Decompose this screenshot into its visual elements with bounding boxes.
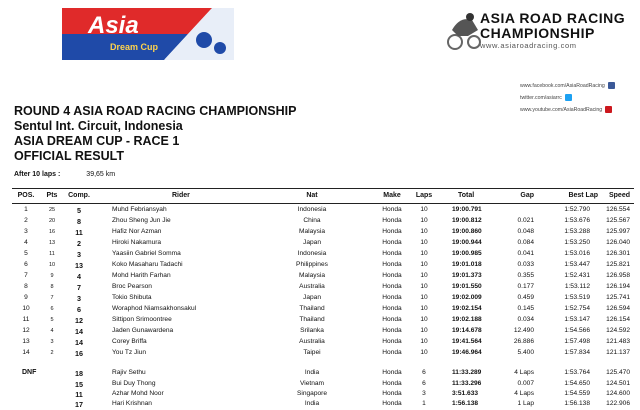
social-facebook <box>520 82 615 89</box>
cell-total: 19:00.860 <box>452 228 482 235</box>
cell-nat: Malaysia <box>298 272 326 279</box>
cell-pos: 14 <box>22 349 30 356</box>
table-row <box>12 216 634 226</box>
arrc-title-line2: CHAMPIONSHIP <box>480 25 595 41</box>
cell-rider: Sittipon Srimoontree <box>112 316 172 323</box>
cell-pos: 2 <box>24 217 28 224</box>
cell-laps: 10 <box>420 327 428 334</box>
cell-make: Honda <box>382 217 402 224</box>
cell-total: 19:00.944 <box>452 239 482 246</box>
table-row <box>12 249 634 259</box>
cell-nat: Philippines <box>296 261 328 268</box>
cell-comp: 6 <box>77 305 81 314</box>
cell-best-lap: 1:57.498 <box>564 338 590 345</box>
cell-nat: India <box>304 400 320 407</box>
col-best-lap: Best Lap <box>568 192 598 199</box>
social-youtube <box>520 106 612 113</box>
cell-rider: Azhar Mohd Noor <box>112 390 164 397</box>
arrc-title-line1: ASIA ROAD RACING <box>480 10 626 26</box>
cell-make: Honda <box>382 272 402 279</box>
cell-total: 19:14.678 <box>452 327 482 334</box>
cell-total: 19:46.964 <box>452 349 482 356</box>
cell-pos: 4 <box>24 239 28 246</box>
col-make: Make <box>383 192 401 199</box>
cell-gap: 0.034 <box>517 316 534 323</box>
cell-comp: 14 <box>75 327 83 336</box>
cell-total: 19:00.985 <box>452 250 482 257</box>
cell-laps: 10 <box>420 294 428 301</box>
circuit-title: Sentul Int. Circuit, Indonesia <box>14 119 183 133</box>
dnf-row <box>12 368 634 378</box>
cell-rider: Hari Krishnan <box>112 400 152 407</box>
cell-gap: 5.400 <box>517 349 534 356</box>
cell-best-lap: 1:53.764 <box>564 369 590 376</box>
cell-nat: India <box>304 369 320 376</box>
cell-comp: 5 <box>77 206 81 215</box>
cell-speed: 126.958 <box>606 272 630 279</box>
twitter-link-text: twitter.com/asiarrc <box>520 94 562 101</box>
cell-gap: 1 Lap <box>517 400 534 407</box>
cell-pts: 5 <box>50 317 54 323</box>
cell-gap: 0.084 <box>517 239 534 246</box>
cell-best-lap: 1:56.138 <box>564 400 590 407</box>
cell-speed: 121.483 <box>606 338 630 345</box>
col-rider: Rider <box>172 192 190 199</box>
cell-gap: 0.048 <box>517 228 534 235</box>
cell-nat: Thailand <box>299 305 325 312</box>
asia-dream-cup-logo <box>62 8 234 60</box>
col-comp: Comp. <box>68 192 90 199</box>
cell-total: 19:02.154 <box>452 305 482 312</box>
cell-comp: 18 <box>75 369 83 378</box>
arrc-title <box>480 11 625 41</box>
cell-speed: 126.040 <box>606 239 630 246</box>
cell-pos: 13 <box>22 338 30 345</box>
laps-label: After 10 laps : <box>14 171 61 178</box>
cell-pos: 11 <box>22 316 30 323</box>
official-result-title: OFFICIAL RESULT <box>14 149 124 163</box>
cell-laps: 1 <box>422 400 426 407</box>
cell-speed: 125.567 <box>606 217 630 224</box>
cell-laps: 10 <box>420 316 428 323</box>
cell-make: Honda <box>382 327 402 334</box>
cell-total: 19:02.188 <box>452 316 482 323</box>
cell-speed: 125.741 <box>606 294 630 301</box>
cell-make: Honda <box>382 239 402 246</box>
table-row <box>12 227 634 237</box>
cell-gap: 0.041 <box>517 250 534 257</box>
cell-speed: 125.470 <box>606 369 630 376</box>
cell-pos: 9 <box>24 294 28 301</box>
social-twitter <box>520 94 572 101</box>
cell-nat: Vietnam <box>299 380 325 387</box>
cell-total: 1:56.138 <box>452 400 479 407</box>
cell-best-lap: 1:57.834 <box>564 349 590 356</box>
cell-pos: 8 <box>24 283 28 290</box>
distance-value: 39,65 km <box>86 171 116 178</box>
cell-rider: Koko Masaharu Tadachi <box>112 261 183 268</box>
cell-pos: 5 <box>24 250 28 257</box>
cell-total: 19:41.564 <box>452 338 482 345</box>
cell-pts: 8 <box>50 284 54 290</box>
cell-best-lap: 1:53.112 <box>564 283 590 290</box>
cell-pos: 10 <box>22 305 30 312</box>
cell-comp: 2 <box>77 239 81 248</box>
facebook-icon <box>608 82 615 89</box>
cell-pts: 13 <box>48 240 56 246</box>
cell-pts: 11 <box>49 251 55 257</box>
motorcycle-rider-icon <box>446 10 482 50</box>
cell-gap: 0.007 <box>517 380 534 387</box>
cell-gap: 4 Laps <box>514 390 534 397</box>
cell-make: Honda <box>382 380 402 387</box>
cell-rider: Zhou Sheng Jun Jie <box>112 217 171 224</box>
table-row <box>12 238 634 248</box>
cell-make: Honda <box>382 349 402 356</box>
cell-speed: 126.194 <box>606 283 630 290</box>
cell-laps: 10 <box>420 272 428 279</box>
cell-make: Honda <box>382 400 402 407</box>
cell-comp: 17 <box>75 400 83 409</box>
cell-gap: 4 Laps <box>514 369 534 376</box>
cell-nat: Indonesia <box>297 250 327 257</box>
cell-gap: 0.145 <box>517 305 534 312</box>
table-row <box>12 326 634 336</box>
cell-nat: China <box>303 217 321 224</box>
table-row <box>12 348 634 358</box>
cell-best-lap: 1:52.431 <box>564 272 590 279</box>
cell-best-lap: 1:53.519 <box>564 294 590 301</box>
cell-make: Honda <box>382 369 402 376</box>
cell-gap: 0.177 <box>517 283 534 290</box>
cell-make: Honda <box>382 294 402 301</box>
cell-laps: 10 <box>420 228 428 235</box>
cell-laps: 6 <box>422 369 426 376</box>
logo-brand: Asia <box>88 12 139 39</box>
cell-pts: 9 <box>50 273 54 279</box>
cell-pos: 1 <box>24 206 28 213</box>
cell-total: 11:33.289 <box>452 369 482 376</box>
col-total: Total <box>458 192 475 199</box>
table-row <box>12 304 634 314</box>
cell-total: 3:51.633 <box>452 390 479 397</box>
cell-speed: 121.137 <box>606 349 630 356</box>
cell-nat: Australia <box>299 283 325 290</box>
cell-rider: Hafiz Nor Azman <box>112 228 162 235</box>
cell-pos: 6 <box>24 261 28 268</box>
cell-make: Honda <box>382 390 402 397</box>
cell-best-lap: 1:53.147 <box>564 316 590 323</box>
cell-comp: 11 <box>75 228 83 237</box>
cell-rider: Muhd Febriansyah <box>112 206 167 213</box>
cell-rider: Woraphod Niamsakhonsakul <box>112 305 197 312</box>
cell-gap: 0.033 <box>517 261 534 268</box>
cell-pts: 6 <box>50 306 54 312</box>
cell-best-lap: 1:53.447 <box>564 261 590 268</box>
cell-gap: 0.459 <box>517 294 534 301</box>
cell-best-lap: 1:54.559 <box>564 390 590 397</box>
logo-sub: Dream Cup <box>110 42 159 52</box>
cell-total: 19:00.791 <box>452 206 482 213</box>
cell-make: Honda <box>382 250 402 257</box>
cell-gap: 26.886 <box>513 338 534 345</box>
cell-best-lap: 1:54.566 <box>564 327 590 334</box>
cell-pts: 3 <box>50 339 54 345</box>
cell-speed: 124.600 <box>606 390 630 397</box>
table-row <box>12 205 634 215</box>
cell-speed: 125.997 <box>606 228 630 235</box>
race-distance <box>14 171 115 178</box>
cell-laps: 10 <box>420 206 428 213</box>
col-nat: Nat <box>306 192 318 199</box>
dnf-row <box>12 379 634 389</box>
cell-total: 19:01.550 <box>452 283 482 290</box>
table-row <box>12 293 634 303</box>
cell-make: Honda <box>382 206 402 213</box>
cell-comp: 14 <box>75 338 83 347</box>
cell-speed: 126.301 <box>606 250 630 257</box>
facebook-link-text: www.facebook.com/AsiaRoadRacing <box>520 82 605 89</box>
cell-rider: You Tz Jiun <box>112 349 147 356</box>
results-header <box>12 188 634 204</box>
cell-pts: 25 <box>48 207 56 213</box>
cell-total: 11:33.296 <box>452 380 482 387</box>
col-laps: Laps <box>415 192 433 199</box>
cell-comp: 3 <box>77 294 81 303</box>
cell-total: 19:01.373 <box>452 272 482 279</box>
cell-nat: Thailand <box>299 316 325 323</box>
cell-make: Honda <box>382 261 402 268</box>
cell-gap: 0.355 <box>517 272 534 279</box>
round-title: ROUND 4 ASIA ROAD RACING CHAMPIONSHIP <box>14 104 297 118</box>
race-title: ASIA DREAM CUP - RACE 1 <box>14 134 180 148</box>
cell-best-lap: 1:52.790 <box>564 206 590 213</box>
col-pos: POS. <box>17 192 35 199</box>
cell-laps: 3 <box>422 390 426 397</box>
cell-nat: Indonesia <box>297 206 327 213</box>
cell-rider: Mohd Harith Farhan <box>112 272 171 279</box>
cell-pts: 16 <box>48 229 56 235</box>
cell-nat: Malaysia <box>298 228 326 235</box>
cell-comp: 11 <box>75 390 83 399</box>
cell-comp: 16 <box>75 349 83 358</box>
cell-nat: Australia <box>299 338 325 345</box>
cell-comp: 12 <box>75 316 83 325</box>
cell-speed: 126.154 <box>606 316 630 323</box>
cell-gap: 12.490 <box>513 327 534 334</box>
cell-rider: Bui Duy Thong <box>112 380 156 387</box>
cell-nat: Japan <box>303 239 321 246</box>
cell-pts: 4 <box>50 328 54 334</box>
cell-comp: 8 <box>77 217 81 226</box>
cell-rider: Tokio Shibuta <box>112 294 152 301</box>
dnf-row <box>12 399 634 409</box>
dnf-row <box>12 389 634 399</box>
cell-nat: Singapore <box>296 390 328 397</box>
cell-comp: 13 <box>75 261 83 270</box>
cell-speed: 122.906 <box>606 400 630 407</box>
cell-pts: 10 <box>48 262 56 268</box>
cell-nat: Taipei <box>303 349 321 356</box>
cell-best-lap: 1:53.288 <box>564 228 590 235</box>
cell-rider: Hiroki Nakamura <box>112 239 162 246</box>
cell-total: 19:02.009 <box>452 294 482 301</box>
table-row <box>12 337 634 347</box>
table-row <box>12 271 634 281</box>
table-row <box>12 282 634 292</box>
cell-best-lap: 1:53.016 <box>564 250 590 257</box>
cell-pos: 12 <box>22 327 30 334</box>
cell-best-lap: 1:54.650 <box>564 380 590 387</box>
table-row <box>12 315 634 325</box>
cell-make: Honda <box>382 283 402 290</box>
col-gap: Gap <box>520 192 534 199</box>
cell-laps: 6 <box>422 380 426 387</box>
cell-laps: 10 <box>420 261 428 268</box>
cell-rider: Jaden Gunawardena <box>112 327 174 334</box>
cell-speed: 126.594 <box>606 305 630 312</box>
cell-speed: 126.554 <box>606 206 630 213</box>
cell-total: 19:00.812 <box>452 217 482 224</box>
cell-pos: 3 <box>24 228 28 235</box>
cell-speed: 124.592 <box>606 327 630 334</box>
cell-make: Honda <box>382 305 402 312</box>
cell-make: Honda <box>382 338 402 345</box>
cell-rider: Rajiv Sethu <box>112 369 146 376</box>
cell-pts: 20 <box>48 218 56 224</box>
cell-make: Honda <box>382 316 402 323</box>
cell-best-lap: 1:52.754 <box>564 305 590 312</box>
cell-best-lap: 1:53.250 <box>564 239 590 246</box>
cell-pts: 7 <box>50 295 54 301</box>
cell-comp: 15 <box>75 380 83 389</box>
cell-comp: 3 <box>77 250 81 259</box>
dnf-label: DNF <box>22 369 37 376</box>
table-row <box>12 260 634 270</box>
arrc-url: www.asiaroadracing.com <box>480 41 577 50</box>
cell-laps: 10 <box>420 349 428 356</box>
cell-laps: 10 <box>420 217 428 224</box>
cell-best-lap: 1:53.676 <box>564 217 590 224</box>
cell-laps: 10 <box>420 305 428 312</box>
cell-pts: 2 <box>50 350 54 356</box>
cell-rider: Broc Pearson <box>112 283 152 290</box>
cell-pos: 7 <box>24 272 28 279</box>
cell-make: Honda <box>382 228 402 235</box>
cell-gap: 0.021 <box>517 217 534 224</box>
cell-laps: 10 <box>420 250 428 257</box>
cell-rider: Yaasiin Gabriel Somma <box>112 250 181 257</box>
cell-nat: Japan <box>303 294 321 301</box>
cell-nat: Srilanka <box>300 327 324 334</box>
youtube-link-text: www.youtube.com/AsiaRoadRacing <box>520 106 603 113</box>
col-speed: Speed <box>608 192 630 199</box>
cell-comp: 7 <box>77 283 81 292</box>
cell-laps: 10 <box>420 283 428 290</box>
cell-rider: Corey Briffa <box>112 338 147 345</box>
cell-speed: 125.821 <box>606 261 630 268</box>
youtube-icon <box>605 106 612 113</box>
col-pts: Pts <box>46 192 58 199</box>
twitter-icon <box>565 94 572 101</box>
cell-laps: 10 <box>420 338 428 345</box>
cell-speed: 124.501 <box>606 380 630 387</box>
cell-total: 19:01.018 <box>452 261 482 268</box>
cell-comp: 4 <box>77 272 81 281</box>
cell-laps: 10 <box>420 239 428 246</box>
